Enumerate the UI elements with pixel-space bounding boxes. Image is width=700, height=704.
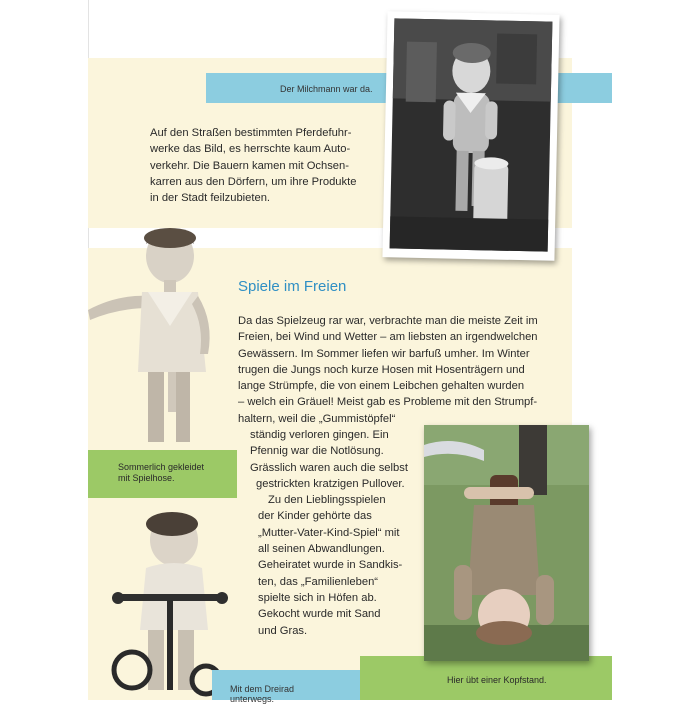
- section-paragraph-narrow: [250, 427, 408, 639]
- text-line: – welch ein Gräuel! Meist gab es Probleme mit den Strumpf-: [238, 396, 538, 409]
- text-line: gestrickten kratzigen Pullover.: [256, 477, 405, 490]
- text-line: „Mutter-Vater-Kind-Spiel“ mit: [258, 526, 400, 539]
- text-line: ständig verloren gingen. Ein: [250, 429, 389, 441]
- intro-paragraph: [150, 125, 356, 206]
- text-line: karren aus den Dörfern, um ihre Produkte: [150, 175, 357, 188]
- section-heading: Spiele im Freien: [238, 278, 347, 295]
- caption-line: Mit dem Dreirad: [230, 684, 295, 694]
- text-line: Zu den Lieblingsspielen: [268, 494, 386, 507]
- boy-with-milk-can-image: [382, 11, 559, 261]
- text-line: Gewässern. Im Sommer liefen wir barfuß umher. Im Winter: [238, 347, 530, 360]
- text-line: der Kinder gehörte das: [258, 510, 372, 523]
- caption-line: unterwegs.: [230, 694, 275, 704]
- tricycle-caption: [212, 670, 360, 704]
- milkman-caption: Der Milchmann war da.: [280, 84, 373, 94]
- caption-line: Sommerlich gekleidet: [118, 462, 205, 472]
- text-line: ten, das „Familienleben“: [258, 575, 379, 588]
- headstand-caption: Hier übt einer Kopfstand.: [447, 675, 547, 685]
- text-line: Auf den Straßen bestimmten Pferdefuhr-: [150, 127, 352, 139]
- text-line: und Gras.: [258, 624, 308, 637]
- milkman-photo: [382, 11, 559, 261]
- text-line: Grässlich waren auch die selbst: [250, 461, 408, 474]
- text-line: in der Stadt feilzubieten.: [150, 192, 271, 205]
- text-line: spielte sich in Höfen ab.: [258, 591, 377, 604]
- text-line: Gekocht wurde mit Sand: [258, 608, 381, 621]
- text-line: Freien, bei Wind und Wetter – am liebsten an irgendwelchen: [238, 331, 538, 344]
- text-line: haltern, weil die „Gummistöpfel“: [238, 412, 396, 425]
- summer-caption: [88, 450, 237, 498]
- text-line: werke das Bild, es herrschte kaum Auto-: [150, 143, 351, 156]
- text-line: verkehr. Die Bauern kamen mit Ochsen-: [150, 159, 349, 172]
- text-line: Geheiratet wurde in Sandkis-: [258, 559, 403, 572]
- headstand-photo: [424, 425, 589, 661]
- section-paragraph-wide: [238, 313, 538, 427]
- text-line: all seinen Abwandlungen.: [258, 543, 385, 556]
- text-line: lange Strümpfe, die von einem Leibchen gehalten wurden: [238, 380, 525, 393]
- child-headstand-image: [424, 425, 589, 661]
- text-line: Pfennig war die Notlösung.: [250, 445, 384, 458]
- caption-line: mit Spielhose.: [118, 473, 175, 483]
- child-summer-outfit-image: [88, 222, 228, 452]
- text-line: trugen die Jungs noch kurze Hosen mit Hosenträgern und: [238, 363, 525, 376]
- text-line: Da das Spielzeug rar war, verbrachte man die meiste Zeit im: [238, 315, 538, 327]
